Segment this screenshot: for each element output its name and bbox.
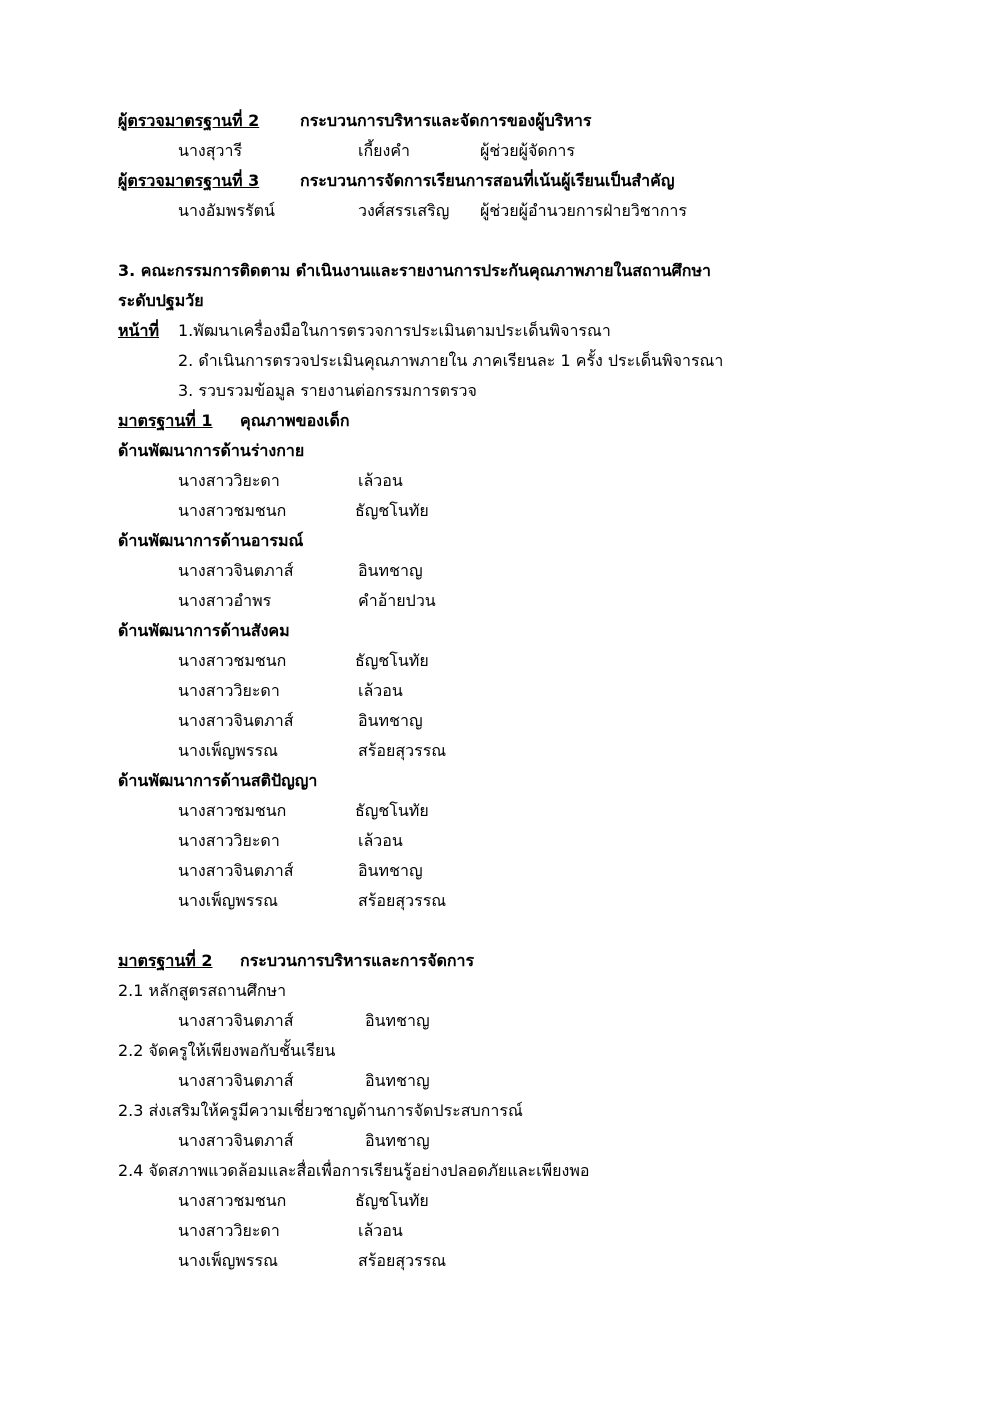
reviewer-standard-2-label: ผู้ตรวจมาตรฐานที่ 2: [118, 111, 260, 130]
person-first-name: นางเพ็ญพรรณ: [178, 1251, 278, 1270]
person-last-name: สร้อยสุวรรณ: [358, 891, 447, 910]
person-first-name: นางสุวารี: [178, 141, 243, 160]
person-last-name: สร้อยสุวรรณ: [358, 1251, 447, 1270]
item-title: 2.1 หลักสูตรสถานศึกษา: [118, 981, 287, 1000]
person-first-name: นางสาวจินตภาส์: [178, 861, 294, 880]
area-title: ด้านพัฒนาการด้านร่างกาย: [118, 441, 305, 460]
person-first-name: นางเพ็ญพรรณ: [178, 891, 278, 910]
person-last-name: เกี้ยงคำ: [358, 141, 411, 160]
reviewer-standard-2-title: กระบวนการบริหารและจัดการของผู้บริหาร: [300, 111, 592, 130]
person-last-name: ธัญชโนทัย: [355, 1191, 429, 1210]
person-last-name: อินทชาญ: [365, 1071, 430, 1090]
item-title: 2.2 จัดครูให้เพียงพอกับชั้นเรียน: [118, 1041, 336, 1060]
standard-2-title: กระบวนการบริหารและการจัดการ: [240, 951, 475, 970]
person-last-name: อินทชาญ: [358, 711, 423, 730]
person-last-name: อินทชาญ: [365, 1011, 430, 1030]
person-last-name: เล้วอน: [358, 831, 403, 850]
person-first-name: นางสาวชมชนก: [178, 651, 287, 670]
item-title: 2.4 จัดสภาพแวดล้อมและสื่อเพื่อการเรียนรู้อย่างปลอดภัยและเพียงพอ: [118, 1161, 590, 1180]
person-last-name: คำอ้ายปวน: [358, 591, 436, 610]
person-first-name: นางสาววิยะดา: [178, 831, 280, 850]
person-first-name: นางสาววิยะดา: [178, 471, 280, 490]
person-first-name: นางอัมพรรัตน์: [178, 201, 275, 220]
person-last-name: สร้อยสุวรรณ: [358, 741, 447, 760]
person-first-name: นางสาวจินตภาส์: [178, 711, 294, 730]
area-title: ด้านพัฒนาการด้านอารมณ์: [118, 531, 304, 550]
duty-item: 2. ดำเนินการตรวจประเมินคุณภาพภายใน ภาคเรียนละ 1 ครั้ง ประเด็นพิจารณา: [178, 351, 724, 370]
duty-item: 1.พัฒนาเครื่องมือในการตรวจการประเมินตามประเด็นพิจารณา: [178, 321, 611, 340]
person-first-name: นางสาวอำพร: [178, 591, 272, 610]
person-first-name: นางเพ็ญพรรณ: [178, 741, 278, 760]
person-last-name: เล้วอน: [358, 1221, 403, 1240]
duty-item: 3. รวบรวมข้อมูล รายงานต่อกรรมการตรวจ: [178, 381, 477, 400]
standard-1-label: มาตรฐานที่ 1: [118, 411, 213, 430]
person-last-name: ธัญชโนทัย: [355, 801, 429, 820]
person-last-name: อินทชาญ: [358, 561, 423, 580]
item-title: 2.3 ส่งเสริมให้ครูมีความเชี่ยวชาญด้านการจัดประสบการณ์: [118, 1101, 523, 1120]
reviewer-standard-3-title: กระบวนการจัดการเรียนการสอนที่เน้นผู้เรียนเป็นสำคัญ: [300, 171, 675, 190]
person-last-name: เล้วอน: [358, 471, 403, 490]
person-last-name: ธัญชโนทัย: [355, 501, 429, 520]
person-last-name: เล้วอน: [358, 681, 403, 700]
person-last-name: ธัญชโนทัย: [355, 651, 429, 670]
standard-1-title: คุณภาพของเด็ก: [240, 411, 350, 430]
standard-2-label: มาตรฐานที่ 2: [118, 951, 213, 970]
person-first-name: นางสาวจินตภาส์: [178, 1011, 294, 1030]
area-title: ด้านพัฒนาการด้านสติปัญญา: [118, 771, 318, 790]
duties-label: หน้าที่: [118, 321, 160, 340]
person-first-name: นางสาวชมชนก: [178, 501, 287, 520]
area-title: ด้านพัฒนาการด้านสังคม: [118, 621, 290, 640]
reviewer-standard-3-label: ผู้ตรวจมาตรฐานที่ 3: [118, 171, 260, 190]
person-last-name: วงศ์สรรเสริญ: [358, 201, 450, 220]
person-first-name: นางสาววิยะดา: [178, 1221, 280, 1240]
person-last-name: อินทชาญ: [358, 861, 423, 880]
person-first-name: นางสาวจินตภาส์: [178, 1071, 294, 1090]
person-role: ผู้ช่วยผู้อำนวยการฝ่ายวิชาการ: [480, 201, 687, 220]
person-first-name: นางสาวชมชนก: [178, 1191, 287, 1210]
level-heading-text: ระดับปฐมวัย: [118, 291, 204, 310]
person-first-name: นางสาวจินตภาส์: [178, 561, 294, 580]
person-last-name: อินทชาญ: [365, 1131, 430, 1150]
person-first-name: นางสาวจินตภาส์: [178, 1131, 294, 1150]
person-role: ผู้ช่วยผู้จัดการ: [480, 141, 575, 160]
person-first-name: นางสาววิยะดา: [178, 681, 280, 700]
section-3-heading-text: 3. คณะกรรมการติดตาม ดำเนินงานและรายงานการประกันคุณภาพภายในสถานศึกษา: [118, 261, 711, 280]
person-first-name: นางสาวชมชนก: [178, 801, 287, 820]
